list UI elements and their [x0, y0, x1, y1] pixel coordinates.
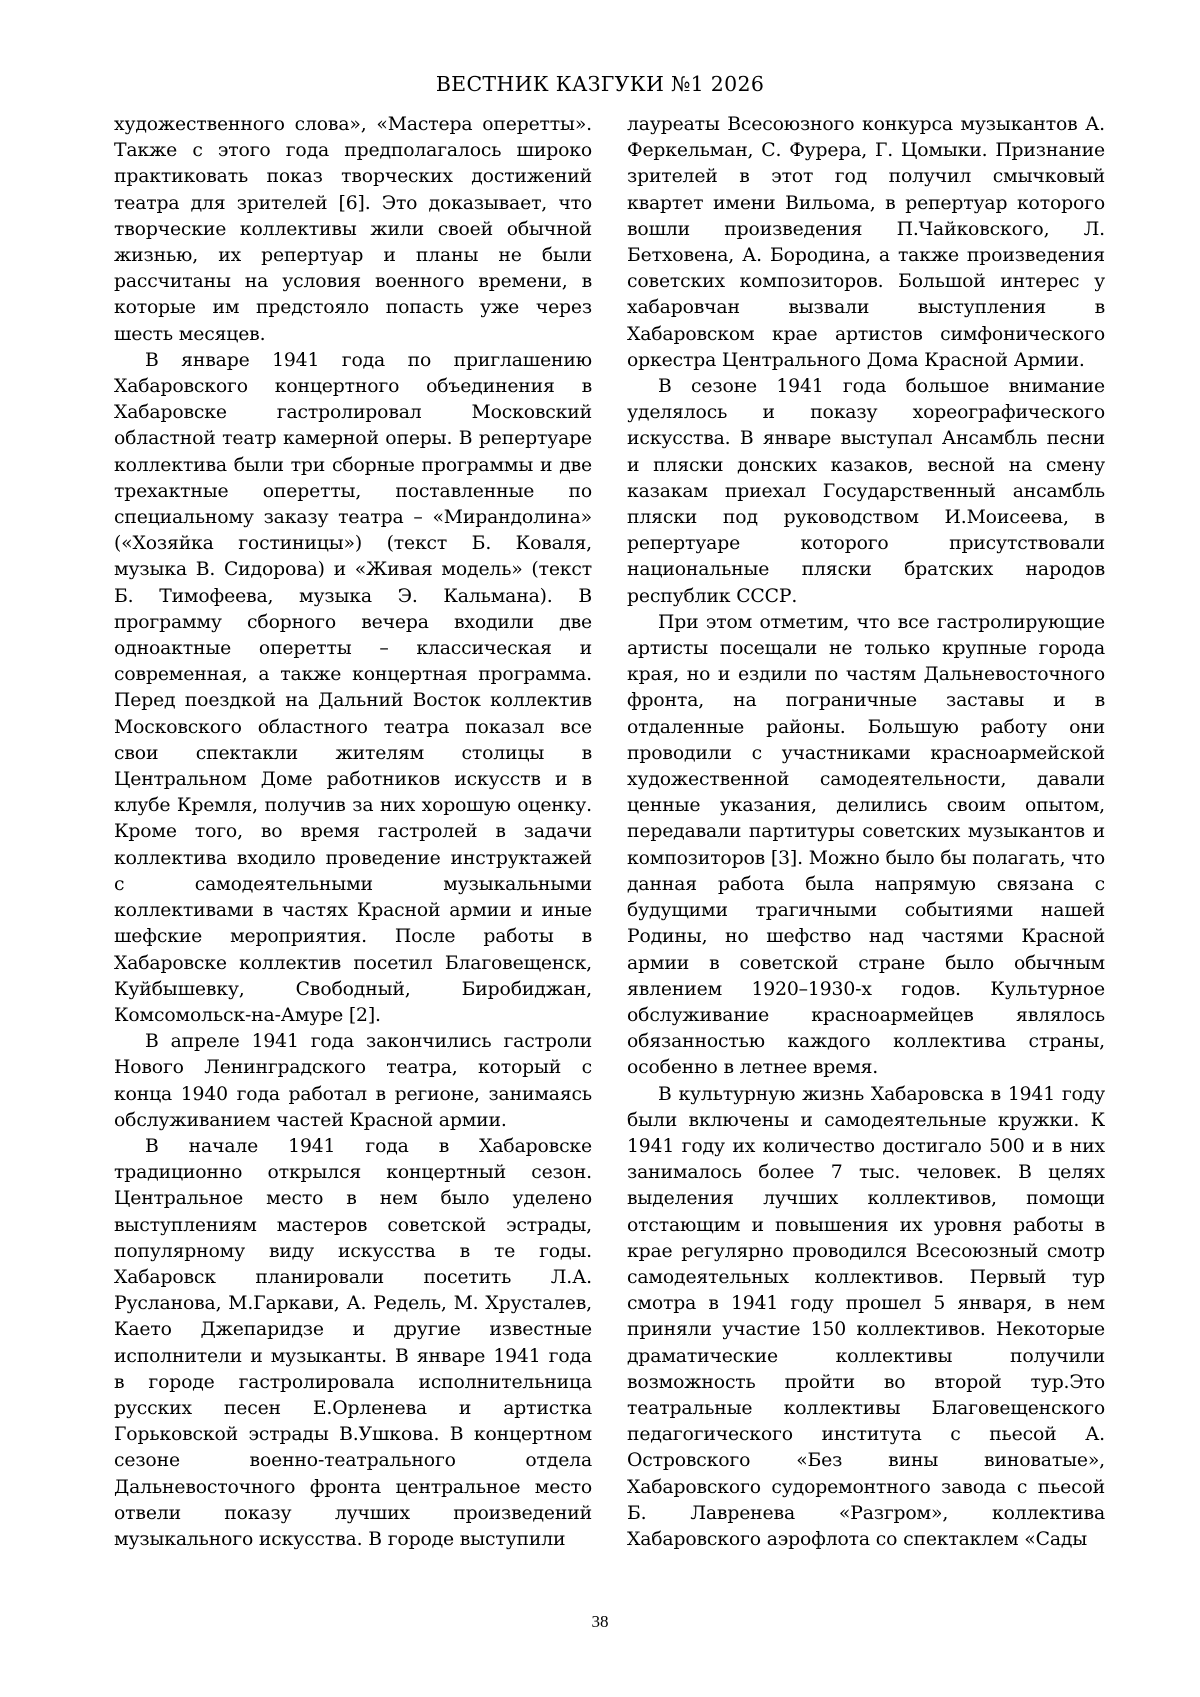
running-header: ВЕСТНИК КАЗГУКИ №1 2026 — [435, 72, 765, 96]
paragraph: В апреле 1941 года закончились гастроли Нового Ленинградского театра, который с конца 1940 года работал в регионе, занимаясь обслуживанием частей Красной армии. — [114, 1031, 592, 1131]
paragraph: В январе 1941 года по приглашению Хабаровского концертного объединения в Хабаровске гастролировал Московский областной театр камерной оперы. В репертуаре коллектива были три сборные программы и две трехактные оперетты, поставленные по специальному заказу театра – «Мирандолина» («Хозяйка гостиницы») (текст Б. Коваля, музыка В. Сидорова) и «Живая модель» (текст Б. Тимофеева, музыка Э. Кальмана). В программу сборного вечера входили две одноактные оперетты – классическая и современная, а также концертная программа. Перед поездкой на Дальний Восток коллектив Московского областного театра показал все свои спектакли жителям столицы в Центральном Доме работников искусств и в клубе Кремля, получив за них хорошую оценку. Кроме того, во время гастролей в задачи коллектива входило проведение инструктажей с самодеятельными музыкальными коллективами в частях Красной армии и иные шефские мероприятия. После работы в Хабаровске коллектив посетил Благовещенск, Куйбышевку, Свободный, Биробиджан, Комсомольск-на-Амуре [2]. — [114, 349, 592, 1026]
paragraph: При этом отметим, что все гастролирующие артисты посещали не только крупные города края, но и ездили по частям Дальневосточного фронта, на пограничные заставы и в отдаленные районы. Большую работу они проводили с участниками красноармейской художественной самодеятельности, давали ценные указания, делились своим опытом, передавали партитуры советских музыкантов и композиторов [3]. Можно было бы полагать, что данная работа была напрямую связана с будущими трагичными событиями нашей Родины, но шефство над частями Красной армии в советской стране было обычным явлением 1920–1930-х годов. Культурное обслуживание красноармейцев являлось обязанностью каждого коллектива страны, особенно в летнее время. — [627, 611, 1105, 1079]
paragraph-continuation: лауреаты Всесоюзного конкурса музыкантов А. Феркельман, С. Фурера, Г. Цомыки. Признание зрителей в этот год получил смычковый квартет имени Вильома, в репертуар которого вошли произведения П.Чайковского, Л. Бетховена, А. Бородина, а также произведения советских композиторов. Большой интерес у хабаровчан вызвали выступления в Хабаровском крае артистов симфонического оркестра Центрального Дома Красной Армии. — [627, 114, 1105, 371]
right-column — [627, 112, 1105, 1553]
left-column — [114, 112, 592, 1553]
paragraph: В культурную жизнь Хабаровска в 1941 году были включены и самодеятельные кружки. К 1941 году их количество достигало 500 и в них занималось более 7 тыс. человек. В целях выделения лучших коллективов, помощи отстающим и повышения их уровня работы в крае регулярно проводился Всесоюзный смотр самодеятельных коллективов. Первый тур смотра в 1941 году прошел 5 января, в нем приняли участие 150 коллективов. Некоторые драматические коллективы получили возможность пройти во второй тур.Это театральные коллективы Благовещенского педагогического института с пьесой А. Островского «Без вины виноватые», Хабаровского судоремонтного завода с пьесой Б. Лавренева «Разгром», коллектива Хабаровского аэрофлота со спектаклем «Сады — [627, 1083, 1105, 1550]
page-number: 38 — [591, 1612, 609, 1631]
paragraph-continuation: художественного слова», «Мастера оперетты». Также с этого года предполагалось широко практиковать показ творческих достижений театра для зрителей [6]. Это доказывает, что творческие коллективы жили своей обычной жизнью, их репертуар и планы не были рассчитаны на условия военного времени, в которые им предстояло попасть уже через шесть месяцев. — [114, 114, 592, 345]
paragraph: В начале 1941 года в Хабаровске традиционно открылся концертный сезон. Центральное место в нем было уделено выступлениям мастеров советской эстрады, популярному виду искусства в те годы. Хабаровск планировали посетить Л.А. Русланова, М.Гаркави, А. Редель, М. Хрусталев, Каето Джепаридзе и другие известные исполнители и музыканты. В январе 1941 года в городе гастролировала исполнительница русских песен Е.Орленева и артистка Горьковской эстрады В.Ушкова. В концертном сезоне военно-театрального отдела Дальневосточного фронта центральное место отвели показу лучших произведений музыкального искусства. В городе выступили — [114, 1135, 592, 1550]
paragraph: В сезоне 1941 года большое внимание уделялось и показу хореографического искусства. В январе выступал Ансамбль песни и пляски донских казаков, весной на смену казакам приехал Государственный ансамбль пляски под руководством И.Моисеева, в репертуаре которого присутствовали национальные пляски братских народов республик СССР. — [627, 376, 1105, 607]
